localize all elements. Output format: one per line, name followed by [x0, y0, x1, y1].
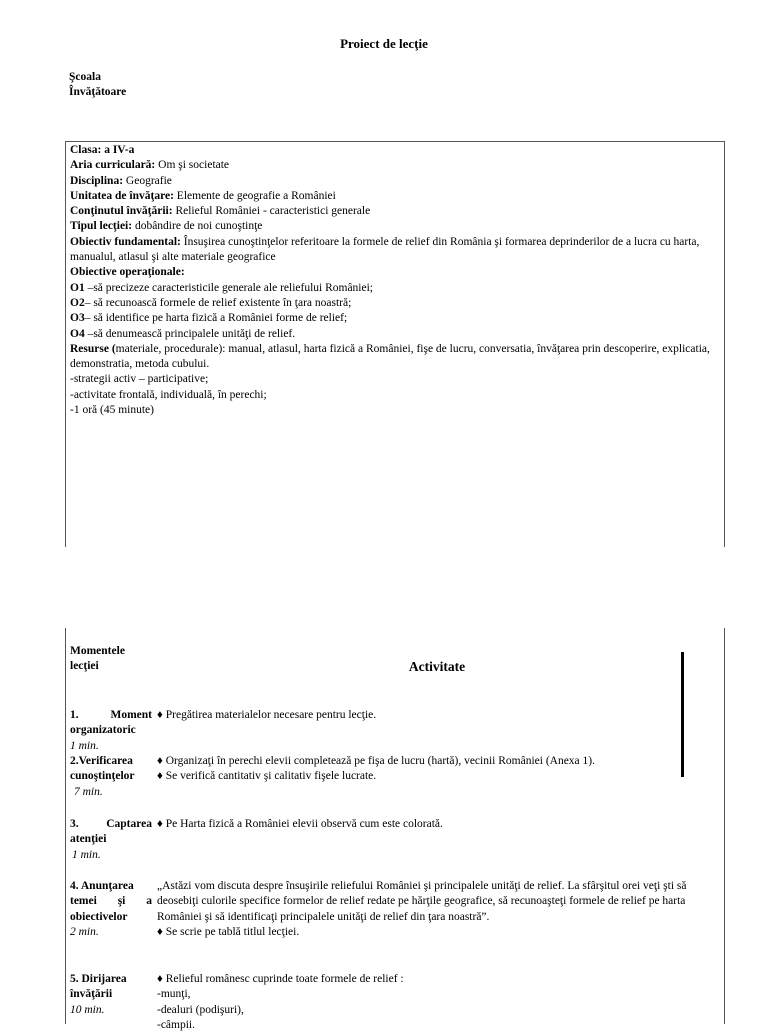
info-durata: -1 oră (45 minute) [70, 404, 154, 417]
table-row: 2.Verificarea cunoştinţelor 7 min. [70, 755, 135, 798]
lesson-activity-table [65, 628, 725, 1031]
page-title: Proiect de lecţie [340, 36, 428, 51]
row-activity: ♦ Pregătirea materialelor necesare pentru lecţie. [157, 709, 377, 721]
info-disciplina: Disciplina: Geografie [70, 174, 172, 187]
info-clasa: Clasa: a IV-a [70, 144, 135, 156]
info-obiective-label: Obiective operaţionale: [70, 266, 185, 279]
objective-o2: O2– să recunoască formele de relief existente în ţara noastră; [70, 296, 352, 309]
teacher-label: Învăţătoare [69, 86, 127, 98]
info-strategii: -strategii activ – participative; [70, 373, 209, 386]
objective-o4: O4 –să denumească principalele unităţi de relief. [70, 327, 296, 340]
table-header-moments: Momentele lecţiei [70, 645, 125, 673]
school-header [69, 70, 126, 100]
row-activity: ♦ Pe Harta fizică a României elevii observă cum este colorată. [157, 818, 443, 830]
info-tipul: Tipul lecţiei: dobândire de noi cunoştinţe [70, 220, 263, 233]
row-activity: „Astăzi vom discuta despre însuşirile reliefului României şi principalele unităţi de relief. La sfârşitul orei veţi şti să deosebiţi culorile specifice formelor de relief redate pe hărţile geografice, să recunoaşteţi formele de relief pe harta României şi să identificaţi principalele unităţi de relief din ţara noastră”. ♦ Se scrie pe tablă titlul lecţiei. [157, 880, 687, 938]
table-header-activity: Activitate [408, 659, 466, 674]
info-continutul: Conţinutul învăţării: Relieful României - caracteristici generale [70, 205, 371, 218]
info-aria: Aria curriculară: Om şi societate [70, 159, 230, 172]
row-activity: ♦ Relieful românesc cuprinde toate formele de relief : -munţi, -dealuri (podişuri), -câmpii. [157, 972, 717, 1033]
list-item: -munţi, [157, 988, 191, 1001]
list-item: -dealuri (podişuri), [157, 1003, 244, 1016]
lesson-info-box [65, 141, 725, 547]
table-row: 4. Anunţarea temei şi a obiectivelor 2 min. [70, 880, 152, 938]
info-activitate: -activitate frontală, individuală, în perechi; [70, 388, 267, 401]
objective-o3: O3– să identifice pe harta fizică a României forme de relief; [70, 312, 348, 325]
table-row: 1. Moment organizatoric 1 min. [70, 709, 152, 752]
info-obiectiv: Obiectiv fundamental: Însuşirea cunoştinţelor referitoare la formele de relief din România şi formarea deprinderilor de a lucra cu harta, manualul, atlasul şi alte materiale geografice [70, 235, 700, 264]
list-item: -câmpii. [157, 1018, 195, 1031]
row-activity: ♦ Organizaţi în perechi elevii completează pe fişa de lucru (hartă), vecinii României (Anexa 1). ♦ Se verifică cantitativ şi calitativ fişele lucrate. [157, 755, 595, 783]
objective-o1: O1 –să precizeze caracteristicile generale ale reliefului României; [70, 281, 373, 294]
table-row: 3. Captarea atenţiei 1 min. [70, 818, 152, 861]
info-unitatea: Unitatea de învăţare: Elemente de geografie a României [70, 189, 336, 202]
info-resurse: Resurse (materiale, procedurale): manual, atlasul, harta fizică a României, fişe de lucru, conversatia, învăţarea prin descoperire, explicatia, demonstratia, metoda cubului. [70, 342, 710, 371]
table-row: 5. Dirijarea învăţării 10 min. [70, 973, 127, 1016]
school-label: Şcoala [69, 71, 101, 83]
